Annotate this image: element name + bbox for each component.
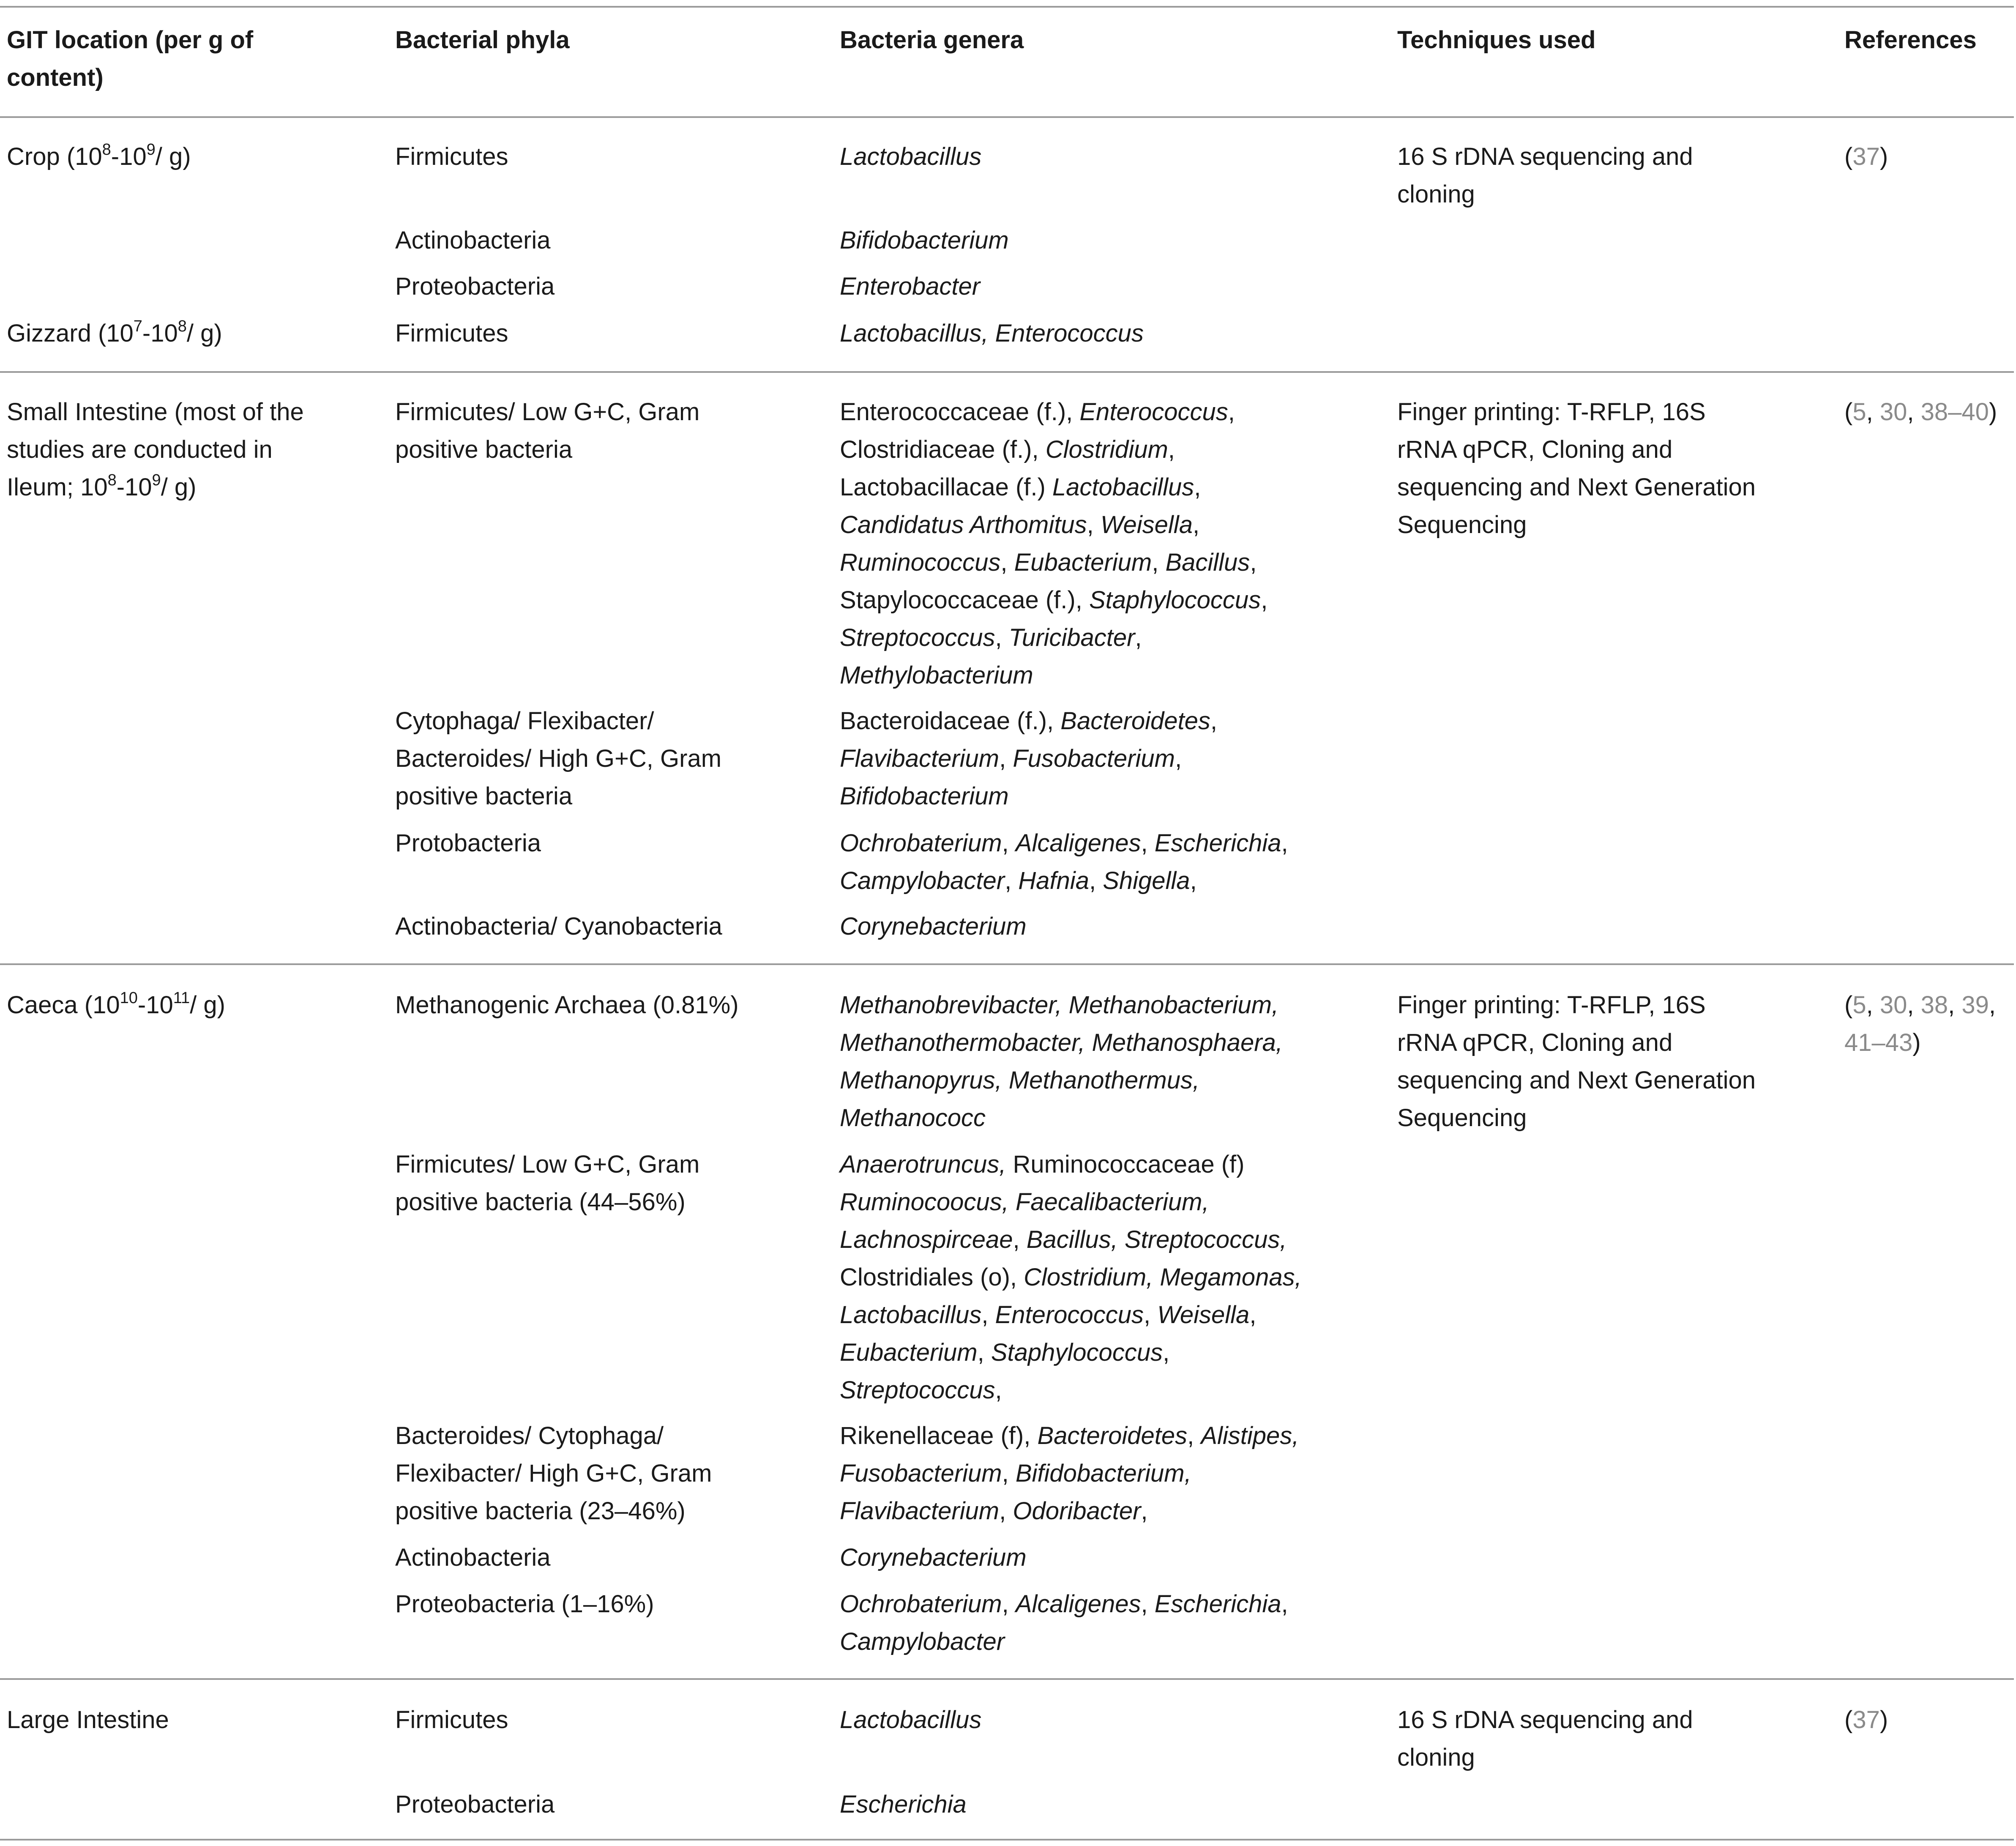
gizzard-location: Gizzard ($10^7-10^8/$ g) — [7, 317, 222, 347]
section-rule-small-intestine — [0, 371, 2014, 373]
header-genera: Bacteria genera — [840, 26, 1024, 54]
large-intestine-genera-1: Lactobacillus — [840, 1706, 982, 1734]
crop-genera-3: Enterobacter — [840, 273, 981, 300]
small-intestine-references: (5, 30, 38–40) — [1844, 398, 1997, 426]
caeca-genera-4: Corynebacterium — [840, 1544, 1027, 1571]
caeca-phylum-5: Proteobacteria (1–16%) — [395, 1590, 654, 1618]
ref-link[interactable]: 37 — [1852, 143, 1880, 170]
crop-phylum-1: Firmicutes — [395, 143, 508, 170]
ref-link[interactable]: 5 — [1852, 398, 1866, 426]
ref-link[interactable]: 38 — [1920, 991, 1948, 1019]
large-intestine-genera-2: Escherichia — [840, 1791, 967, 1818]
section-rule-large-intestine — [0, 1678, 2014, 1680]
caeca-location: Caeca ($10^{10}-10^{11}/$ g) — [7, 989, 225, 1019]
small-intestine-phylum-1: Firmicutes/ Low G+C, Gram positive bacteria — [395, 398, 700, 463]
header-phyla: Bacterial phyla — [395, 26, 570, 54]
ref-link[interactable]: 30 — [1879, 991, 1907, 1019]
table-top-rule — [0, 6, 2014, 8]
small-intestine-phylum-4: Actinobacteria/ Cyanobacteria — [395, 913, 722, 940]
caeca-techniques: Finger printing: T-RFLP, 16S rRNA qPCR, Cloning and sequencing and Next Generation Sequencing — [1397, 991, 1756, 1132]
crop-phylum-2: Actinobacteria — [395, 227, 551, 254]
caeca-phylum-3: Bacteroides/ Cytophaga/ Flexibacter/ High G+C, Gram positive bacteria (23–46%) — [395, 1422, 712, 1525]
header-references: References — [1844, 26, 1977, 54]
large-intestine-references: (37) — [1844, 1706, 1888, 1734]
crop-references: (37) — [1844, 143, 1888, 170]
gizzard-phylum: Firmicutes — [395, 320, 508, 347]
small-intestine-genera-3: Ochrobaterium, Alcaligenes, Escherichia, Campylobacter, Hafnia, Shigella, — [840, 829, 1288, 894]
caeca-genera-1: Methanobrevibacter, Methanobacterium, Methanothermobacter, Methanosphaera, Methanopyrus, Methanothermus, Methanococc — [840, 991, 1283, 1132]
large-intestine-techniques: 16 S rDNA sequencing and cloning — [1397, 1706, 1693, 1771]
header-rule — [0, 116, 2014, 118]
small-intestine-techniques: Finger printing: T-RFLP, 16S rRNA qPCR, Cloning and sequencing and Next Generation Sequencing — [1397, 398, 1756, 539]
caeca-genera-2: Anaerotruncus, Ruminococcaceae (f) Ruminocoocus, Faecalibacterium, Lachnospirceae, Bacillus, Streptococcus, Clostridiales (o), Clostridium, Megamonas, Lactobacillus, Enterococcus, Weisella, Eubacterium, Staphylococcus, Streptococcus, — [840, 1151, 1302, 1404]
caeca-phylum-2: Firmicutes/ Low G+C, Gram positive bacteria (44–56%) — [395, 1151, 700, 1216]
crop-phylum-3: Proteobacteria — [395, 273, 555, 300]
caeca-phylum-1: Methanogenic Archaea (0.81%) — [395, 991, 739, 1019]
large-intestine-phylum-1: Firmicutes — [395, 1706, 508, 1734]
ref-link[interactable]: 30 — [1879, 398, 1907, 426]
caeca-phylum-4: Actinobacteria — [395, 1544, 551, 1571]
crop-location: Crop ($10^8-10^9/$ g) — [7, 140, 191, 170]
ref-link[interactable]: 37 — [1852, 1706, 1880, 1734]
small-intestine-location: Small Intestine (most of the studies are conducted in Ileum; $10^8-10^9/$ g) — [7, 398, 304, 501]
section-rule-caeca — [0, 963, 2014, 965]
crop-genera-1: Lactobacillus — [840, 143, 982, 170]
table-bottom-rule — [0, 1839, 2014, 1841]
small-intestine-genera-1: Enterococcaceae (f.), Enterococcus, Clostridiaceae (f.), Clostridium, Lactobacillacae (f.) Lactobacillus, Candidatus Arthomitus, Weisella, Ruminococcus, Eubacterium, Bacillus, Stapylococcaceae (f.), Staphylococcus, Streptococcus, Turicibacter, Methylobacterium — [840, 398, 1268, 689]
ref-link[interactable]: 38–40 — [1920, 398, 1989, 426]
large-intestine-location: Large Intestine — [7, 1706, 169, 1734]
small-intestine-phylum-2: Cytophaga/ Flexibacter/ Bacteroides/ High G+C, Gram positive bacteria — [395, 707, 722, 810]
header-techniques: Techniques used — [1397, 26, 1596, 54]
caeca-references: (5, 30, 38, 39, 41–43) — [1844, 991, 1996, 1056]
ref-link[interactable]: 5 — [1852, 991, 1866, 1019]
small-intestine-genera-2: Bacteroidaceae (f.), Bacteroidetes, Flavibacterium, Fusobacterium, Bifidobacterium — [840, 707, 1218, 810]
small-intestine-phylum-3: Protobacteria — [395, 829, 541, 857]
crop-genera-2: Bifidobacterium — [840, 227, 1009, 254]
ref-link[interactable]: 41–43 — [1844, 1029, 1913, 1056]
header-location: GIT location (per g of content) — [7, 26, 254, 91]
ref-link[interactable]: 39 — [1961, 991, 1989, 1019]
caeca-genera-5: Ochrobaterium, Alcaligenes, Escherichia, Campylobacter — [840, 1590, 1288, 1655]
caeca-genera-3: Rikenellaceae (f), Bacteroidetes, Alistipes, Fusobacterium, Bifidobacterium, Flavibacterium, Odoribacter, — [840, 1422, 1299, 1525]
large-intestine-phylum-2: Proteobacteria — [395, 1791, 555, 1818]
crop-techniques: 16 S rDNA sequencing and cloning — [1397, 143, 1693, 208]
gizzard-genera: Lactobacillus, Enterococcus — [840, 320, 1144, 347]
small-intestine-genera-4: Corynebacterium — [840, 913, 1027, 940]
